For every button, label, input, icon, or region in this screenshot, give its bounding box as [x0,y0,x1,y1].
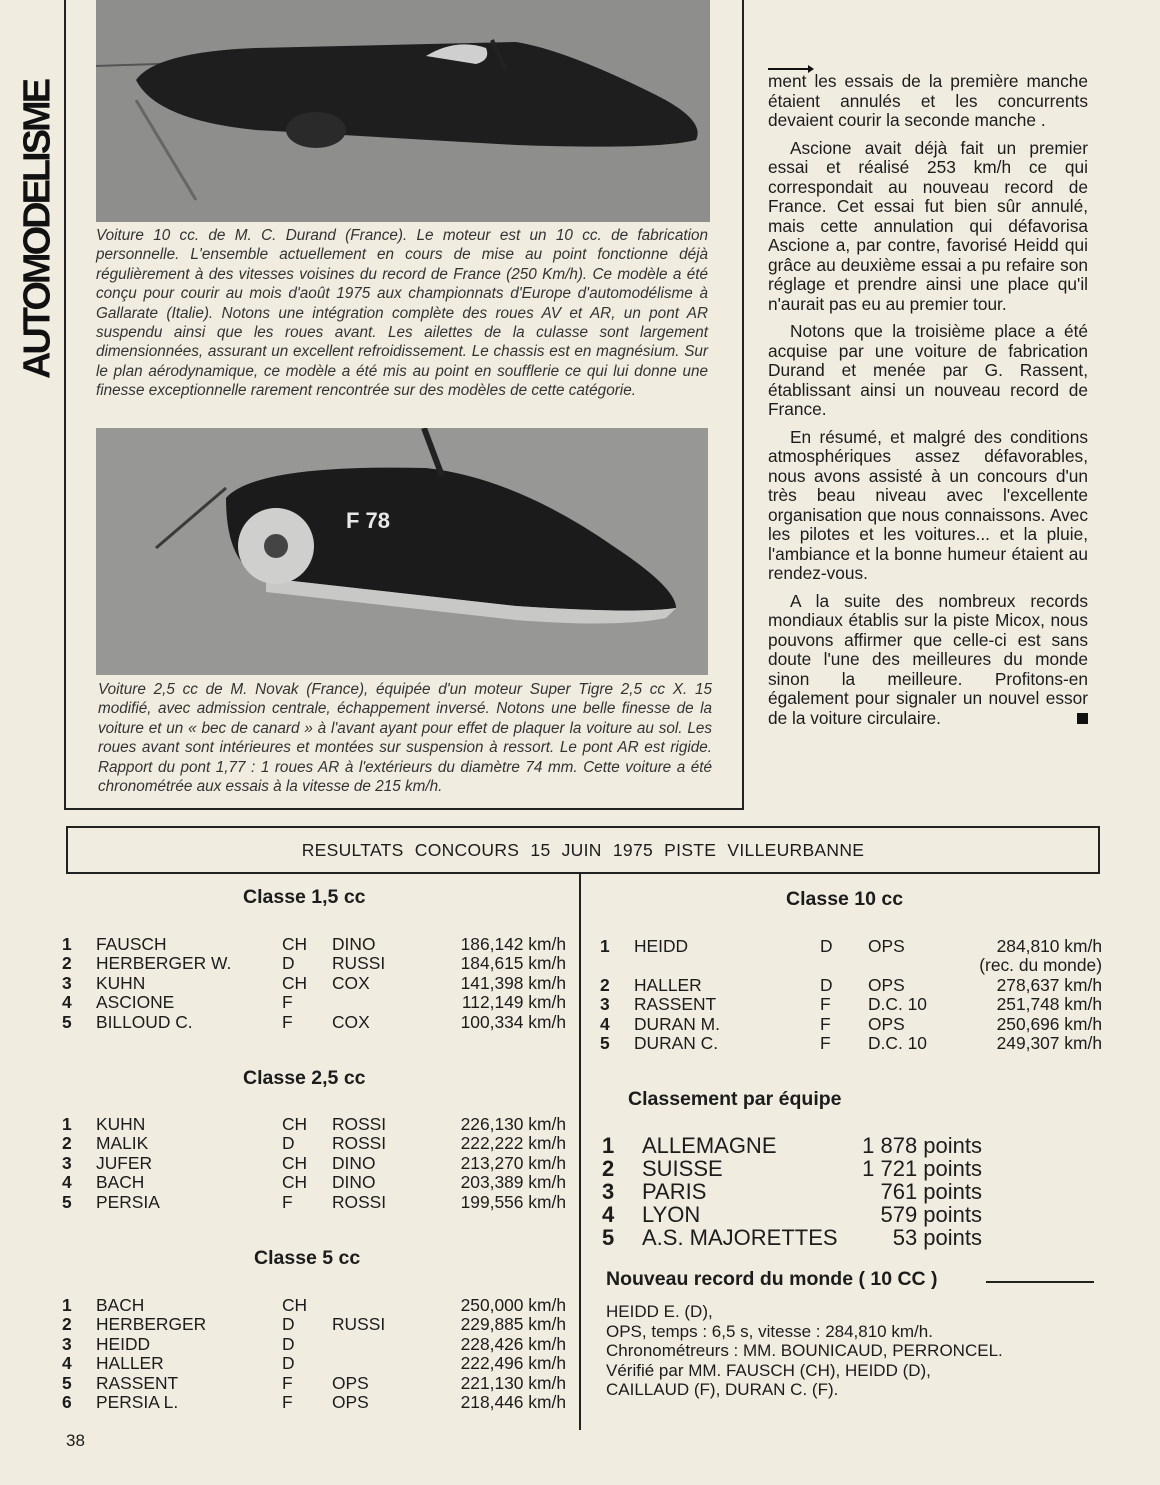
result-cell: 6 [62,1392,72,1413]
result-cell: ASCIONE [96,992,175,1013]
result-row [62,1374,566,1393]
result-cell: 251,748 km/h [996,994,1102,1015]
result-cell: DINO [332,1152,376,1173]
section-masthead [14,40,62,420]
result-row [602,1134,982,1157]
record-line: HEIDD E. (D), [606,1302,713,1321]
result-cell: 2 [602,1156,615,1181]
result-cell: F [282,1191,293,1212]
result-cell: PERSIA L. [96,1392,179,1413]
results-column-divider [579,874,581,1430]
classe-5-title: Classe 5 cc [254,1247,361,1269]
article-paragraph: Notons que la troisième place a été acquise par une voiture de fabrication Durand et menée par G. Rassent, établissant ainsi un nouveau record de France. [768,321,1088,419]
car-illustration-1 [96,0,710,222]
result-cell: 284,810 km/h [996,936,1102,956]
result-cell: 228,426 km/h [460,1333,566,1354]
result-cell: 4 [62,1172,72,1193]
photo-novak-25cc-car [96,428,708,675]
article-paragraph-text: A la suite des nombreux records mondiaux établis sur la piste Micox, nous pouvons affirmer que celle-ci est sans doute l'une des meilleures du monde sinon la meilleure. Profitons-en également pour signaler un nouvel essor de la voiture circulaire. [768,590,1088,728]
result-cell: (rec. du monde) [979,955,1102,976]
page-number: 38 [66,1431,85,1450]
result-row [62,993,566,1012]
record-line: CAILLAUD (F), DURAN C. (F). [606,1380,839,1400]
record-title: Nouveau record du monde ( 10 CC ) [606,1268,938,1290]
article-paragraph-last [768,592,1088,729]
result-cell: CH [282,934,308,954]
result-cell: D [820,974,833,995]
result-cell: D [282,1333,295,1354]
equipe-table [602,1134,982,1249]
record-rule [986,1281,1094,1283]
equipe-title: Classement par équipe [628,1088,842,1110]
article-column [768,72,1088,736]
result-cell: 3 [62,972,72,993]
result-cell: F [282,992,293,1013]
result-row [62,1335,566,1354]
result-cell: ROSSI [332,1191,387,1212]
classe-25-table [62,1115,566,1212]
result-cell: 1 878 points [862,1133,982,1158]
result-cell: 579 points [880,1202,982,1227]
result-cell: 4 [602,1202,615,1227]
result-cell: CH [282,1295,308,1315]
result-cell [634,956,820,975]
result-cell: 112,149 km/h [461,992,566,1013]
result-cell: OPS [868,936,905,956]
result-cell: OPS [332,1372,369,1393]
record-line: Vérifié par MM. FAUSCH (CH), HEIDD (D), [606,1360,931,1380]
result-cell: D [282,1353,295,1374]
result-row [62,1013,566,1032]
result-cell: 5 [62,1011,72,1032]
result-cell: COX [332,972,370,993]
result-cell [332,993,440,1012]
result-cell: HERBERGER [96,1314,207,1335]
result-cell: BACH [96,1172,145,1193]
result-row [602,1157,982,1180]
result-row [62,1393,566,1412]
result-cell: D [282,953,295,974]
result-cell: 4 [600,1013,610,1034]
result-cell: BILLOUD C. [96,1011,193,1032]
result-cell: HERBERGER W. [96,953,232,974]
result-row [600,976,1102,995]
result-cell: RASSENT [96,1372,179,1393]
result-cell: 1 [62,1295,72,1315]
result-cell: HEIDD [634,936,689,956]
result-cell: MALIK [96,1133,149,1154]
result-cell: 2 [62,1314,72,1335]
result-cell: SUISSE [642,1156,723,1181]
result-cell: 199,556 km/h [460,1191,566,1212]
result-cell: 3 [62,1333,72,1354]
result-cell: 1 [600,936,610,956]
result-cell: 226,130 km/h [460,1114,566,1134]
result-cell: ROSSI [332,1114,387,1134]
result-cell: 3 [602,1179,615,1204]
classe-10-title: Classe 10 cc [786,888,904,910]
result-row [602,1203,982,1226]
result-cell: 184,615 km/h [460,953,566,974]
result-cell: D [282,1133,295,1154]
classe-10-table [600,937,1102,1053]
result-cell: 1 721 points [862,1156,982,1181]
result-cell [820,956,868,975]
result-cell: FAUSCH [96,934,167,954]
result-cell: 250,696 km/h [996,1013,1102,1034]
result-cell: 203,389 km/h [460,1172,566,1193]
result-cell: 2 [600,974,610,995]
article-paragraph: ment les essais de la première manche étaient annulés et les concurrents devaient courir la seconde manche . [768,71,1088,130]
result-cell: 2 [62,1133,72,1154]
result-cell: HALLER [634,974,702,995]
classe-5-table [62,1296,566,1412]
result-cell: F [820,1033,831,1054]
result-cell: 1 [602,1133,615,1158]
article-paragraph: Ascione avait déjà fait un premier essai et réalisé 253 km/h ce qui correspondait au nouveau record de France. Cet essai fut bien sûr annulé, mais cette annulation qui défavorisa Ascione a, par contre, favorisé Heidd qui grâce au deuxième essai a pu refaire son réglage et prendre ainsi une place qu'il n'aurait pas eu au premier tour. [768,137,1088,314]
result-cell: 221,130 km/h [460,1372,566,1393]
result-row [62,1296,566,1315]
result-cell: 250,000 km/h [460,1295,566,1315]
result-cell: 186,142 km/h [460,934,566,954]
result-cell: 222,496 km/h [460,1353,566,1374]
result-cell: ROSSI [332,1133,387,1154]
result-cell: 249,307 km/h [996,1033,1102,1054]
result-row [62,974,566,993]
result-cell: DURAN M. [634,1013,720,1034]
result-cell [868,956,972,975]
result-cell: HALLER [96,1353,164,1374]
result-cell: 218,446 km/h [460,1392,566,1413]
result-cell: 761 points [880,1179,982,1204]
results-title: RESULTATS CONCOURS 15 JUIN 1975 PISTE VILLEURBANNE [301,839,865,860]
result-row [602,1180,982,1203]
result-cell: F [820,1013,831,1034]
result-row [602,1226,982,1249]
result-cell: 278,637 km/h [996,974,1102,995]
classe-15-title: Classe 1,5 cc [243,886,366,908]
result-cell: RUSSI [332,953,386,974]
result-row [600,1034,1102,1053]
result-cell: 4 [62,1353,72,1374]
classe-25-title: Classe 2,5 cc [243,1067,366,1089]
result-cell: F [282,1372,293,1393]
result-cell: COX [332,1011,370,1032]
result-cell: 141,398 km/h [460,972,566,993]
result-row [62,935,566,954]
result-cell: 5 [62,1191,72,1212]
result-cell: F [820,994,831,1015]
result-cell: 229,885 km/h [460,1314,566,1335]
result-cell: D.C. 10 [868,1033,927,1054]
result-cell: 5 [62,1372,72,1393]
result-row [62,1115,566,1134]
result-cell: 5 [600,1033,610,1054]
result-cell: KUHN [96,1114,146,1134]
masthead-text: AUTOMODELISME [16,80,59,380]
result-cell [332,1354,440,1373]
result-row [600,937,1102,956]
result-cell: 53 points [892,1225,982,1250]
end-mark-icon [1077,713,1088,724]
photo-durand-10cc-car [96,0,710,222]
result-cell: HEIDD [96,1333,151,1354]
result-cell: 1 [62,1114,72,1134]
result-cell: OPS [332,1392,369,1413]
result-cell: 5 [602,1225,615,1250]
record-line: Chronométreurs : MM. BOUNICAUD, PERRONCEL. [606,1341,1003,1361]
result-cell: OPS [868,1013,905,1034]
result-cell: F [282,1392,293,1413]
result-cell [332,1335,440,1354]
result-row [62,1315,566,1334]
result-row [600,995,1102,1014]
result-cell: 4 [62,992,72,1013]
result-cell: F [282,1011,293,1032]
result-cell: 2 [62,953,72,974]
result-row [600,956,1102,975]
result-cell [600,956,634,975]
result-cell: ALLEMAGNE [642,1133,777,1158]
result-cell: CH [282,1152,308,1173]
record-line: OPS, temps : 6,5 s, vitesse : 284,810 km/h. [606,1321,933,1341]
article-paragraph: En résumé, et malgré des conditions atmosphériques assez défavorables, nous avons assisté à un concours d'un très beau niveau avec l'excellente organisation que nous connaissons. Avec les pilotes et les voitures... et la pluie, l'ambiance et la bonne humeur étaient au rendez-vous. [768,426,1088,583]
result-cell: CH [282,1114,308,1134]
result-cell: CH [282,1172,308,1193]
result-row [62,1154,566,1173]
result-cell: DURAN C. [634,1033,719,1054]
result-cell: RASSENT [634,994,717,1015]
result-cell [332,1296,440,1315]
result-cell: PERSIA [96,1191,160,1212]
result-row [62,1193,566,1212]
result-cell: 1 [62,934,72,954]
result-cell: D.C. 10 [868,994,927,1015]
photo1-caption: Voiture 10 cc. de M. C. Durand (France). Le moteur est un 10 cc. de fabrication personnelle. L'ensemble actuellement en cours de mise au point fonctionne déjà régulièrement à des vitesses voisines du record de France (250 Km/h). Ce modèle a été conçu pour courir au mois d'août 1975 aux championnats d'Europe d'automodélisme à Gallarate (Italie). Notons une intégration complète des roues AV et AR, un pont AR suspendu ainsi que les roues avant. Les ailettes de la culasse sont largement dimensionnées, assurant un excellent refroidissement. Le chassis est en magnésium. Sur le plan aérodynamique, ce modèle a été mis au point en soufflerie ce qui lui donne une finesse exceptionnelle rarement rencontrée sur des modèles de cette catégorie. [96,227,708,400]
result-cell: JUFER [96,1152,153,1173]
result-cell: 100,334 km/h [460,1011,566,1032]
result-cell: DINO [332,1172,376,1193]
result-cell: A.S. MAJORETTES [642,1225,838,1250]
result-cell: D [282,1314,295,1335]
result-cell: BACH [96,1295,145,1315]
result-row [62,954,566,973]
result-cell: LYON [642,1202,701,1227]
result-cell: DINO [332,934,376,954]
result-cell: PARIS [642,1179,707,1204]
result-cell: RUSSI [332,1314,386,1335]
result-cell: D [820,936,833,956]
car-plate: F 78 [346,508,391,533]
result-row [62,1134,566,1153]
result-cell: OPS [868,974,905,995]
result-cell: 3 [62,1152,72,1173]
classe-15-table [62,935,566,1032]
car-illustration-2 [96,428,708,675]
result-cell: 3 [600,994,610,1015]
record-details [606,1302,1106,1400]
result-row [62,1354,566,1373]
photo2-caption: Voiture 2,5 cc de M. Novak (France), équipée d'un moteur Super Tigre 2,5 cc X. 15 modifié, avec admission centrale, échappement inversé. Notons une belle finesse de la voiture et un « bec de canard » à l'avant ayant pour effet de plaquer la voiture au sol. Les roues avant sont intérieures et montées sur suspension à ressort. Le pont AR est rigide. Rapport du pont 1,77 : 1 roues AR à l'extérieurs du diamètre 74 mm. Cette voiture a été chronométrée aux essais à la vitesse de 215 km/h. [98,681,712,796]
result-row [62,1173,566,1192]
results-header-box [66,826,1100,874]
result-cell: 213,270 km/h [460,1152,566,1173]
result-cell: CH [282,972,308,993]
result-cell: 222,222 km/h [460,1133,566,1154]
result-row [600,1015,1102,1034]
result-cell: KUHN [96,972,146,993]
